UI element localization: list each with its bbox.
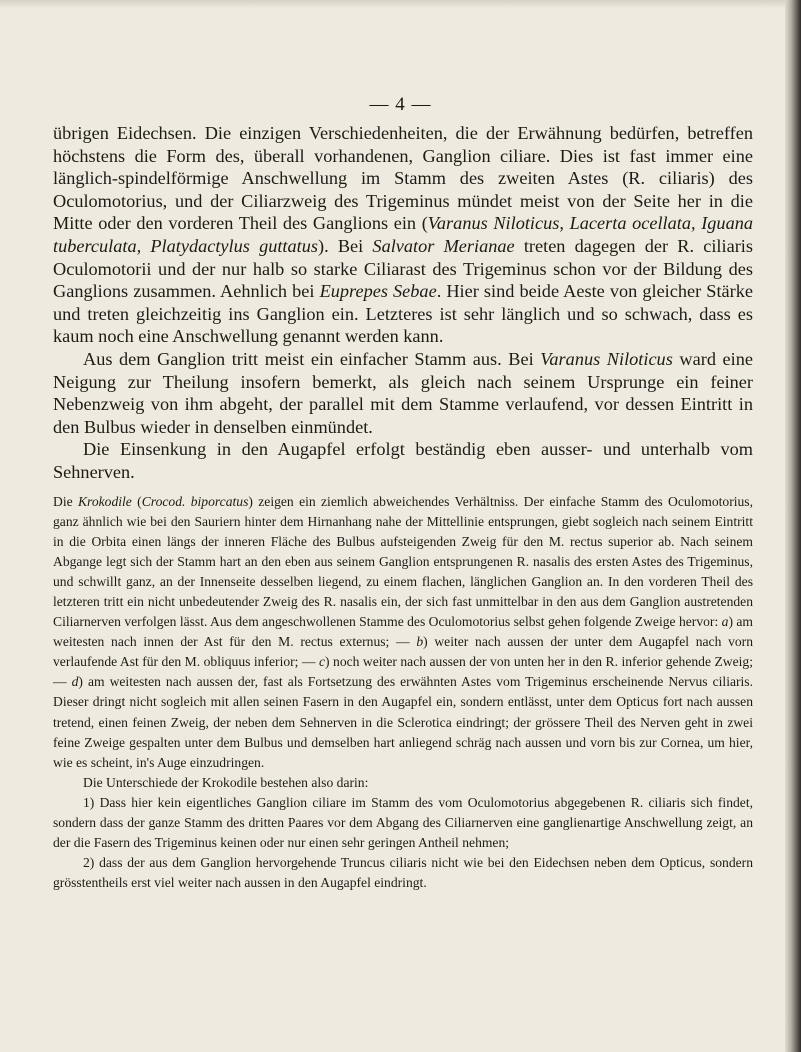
species-names: Varanus Niloticus, Lacerta ocellata, Iguana tuberculata, Platydactylus guttatus: [53, 213, 753, 256]
text-run: . Hier sind beide Aeste von gleicher Stärke und treten gleichzeitig ins Ganglion ein. Letzteres ist sehr länglich und so schwach, dass es kaum noch eine Anschwellung genannt werden kann.: [53, 281, 754, 347]
enum-letter-c: c: [318, 654, 326, 670]
text-run: ) weiter nach aussen der unter dem Augapfel nach vorn verlaufende Ast für den M. obliquus inferior; —: [53, 634, 753, 670]
list-item-difference-1: 1) Dass hier kein eigentliches Ganglion ciliare im Stamm des vom Oculomotorius abgegebenen R. ciliaris sich findet, sondern dass der ganze Stamm des dritten Paares vor dem Abgang des Ciliarnerven eine ganglienartige Anschwellung zeigt, an der die Fasern des Trigeminus keinen oder nur einen sehr geringen Antheil nehmen;: [53, 794, 753, 851]
page-body: [53, 122, 753, 893]
page-top-shadow: [0, 0, 801, 8]
text-run: ) noch weiter nach aussen der von unten her in den R. inferior gehende Zweig; —: [53, 654, 753, 690]
text-run: ) zeigen ein ziemlich abweichendes Verhältniss. Der einfache Stamm des Oculomotorius, ganz ähnlich wie bei den Sauriern hinter dem Hirnanhang nahe der Mittellinie entsprungen, giebt sogleich nach seinem Eintritt in die Orbita einen längs der inneren Fläche des Bulbus aufsteigenden Zweig für den M. rectus superior ab. Nach seinem Abgange legt sich der Stamm hart an den eben aus seinem Ganglion entsprungenen R. nasalis des ersten Astes des Trigeminus, und schwillt ganz, an der Innenseite desselben liegend, zu einem flachen, länglichen Ganglion an. In den vorderen Theil des letzteren tritt ein nicht unbedeutender Zweig des R. nasalis ein, der sich fast unmittelbar in den aus dem Ganglion austretenden Ciliarnerven verfolgen lässt. Aus dem angeschwollenen Stamme des Oculomotorius selbst gehen folgende Zweige hervor:: [53, 493, 753, 630]
text-run: übrigen Eidechsen. Die einzigen Verschiedenheiten, die der Erwähnung bedürfen, betreffen höchstens die Form des, überall vorhandenen, Ganglion ciliare. Dies ist fast immer eine länglich-spindelförmige Anschwellung im Stamm des zweiten Astes (R. ciliaris) des Oculomotorius, und der Ciliarzweig des Trigeminus mündet meist von der Seite her in die Mitte oder den vorderen Theil des Ganglions ein (: [53, 123, 753, 234]
enum-letter-a: a: [721, 614, 729, 630]
list-item-difference-2: 2) dass der aus dem Ganglion hervorgehende Truncus ciliaris nicht wie bei den Eidechsen neben dem Opticus, sondern grösstentheils erst viel weiter nach aussen in den Augapfel eindringt.: [53, 855, 753, 891]
species-euprepes: Euprepes Sebae: [319, 281, 437, 302]
book-spine-edge: [785, 0, 801, 1052]
paragraph-crocodiles: [53, 492, 753, 773]
text-run: treten dagegen der R. ciliaris Oculomotorii und der nur halb so starke Ciliarast des Trigeminus schon vor der Bildung des Ganglions zusammen. Aehnlich bei: [53, 235, 753, 302]
species-crocodylus: Crocod. biporcatus: [141, 493, 249, 509]
paragraph-ciliary-ganglion-lizards: [53, 122, 753, 348]
paragraph-differences-intro: Die Unterschiede der Krokodile bestehen also darin:: [83, 774, 369, 790]
text-run: (: [131, 493, 142, 509]
term-krokodile: Krokodile: [77, 493, 132, 509]
paragraph-ganglion-stem: [53, 348, 753, 438]
enum-letter-d: d: [71, 674, 79, 690]
text-run: ) am weitesten nach aussen der, fast als Fortsetzung des erwähnten Astes vom Trigeminus erscheinende Nervus ciliaris. Dieser dringt nicht sogleich mit allen seinen Fasern in den Augapfel ein, sondern entlässt, unter dem Opticus fort nach aussen tretend, einen feinen Zweig, der neben dem Sehnerven in die Sclerotica eindringt; der grössere Theil des Nerven geht in zwei feine Zweige gespalten unter dem Bulbus und demselben hart anliegend schräg nach aussen und vorn bis zur Cornea, um hier, wie es scheint, in's Auge einzudringen.: [53, 674, 753, 770]
species-varanus: Varanus Niloticus: [540, 348, 673, 369]
text-run: ward eine Neigung zur Theilung insofern bemerkt, als gleich nach seinem Ursprunge ein feiner Nebenzweig von ihm abgeht, der parallel mit dem Stamme verlaufend, vor dessen Eintritt in den Bulbus wieder in denselben einmündet.: [53, 348, 753, 437]
enum-letter-b: b: [416, 634, 424, 650]
text-run: ) am weitesten nach innen der Ast für den M. rectus externus; —: [53, 614, 753, 650]
small-print-section: [53, 492, 753, 894]
paragraph-eyeball-insertion: Die Einsenkung in den Augapfel erfolgt beständig eben ausser- und unterhalb vom Sehnerven.: [53, 439, 753, 482]
text-run: Aus dem Ganglion tritt meist ein einfacher Stamm aus. Bei: [83, 348, 541, 369]
text-run: ). Bei: [317, 235, 373, 256]
species-salvator: Salvator Merianae: [372, 235, 515, 256]
page-number: — 4 —: [369, 94, 432, 115]
main-text: [53, 122, 753, 484]
text-run: Die: [53, 493, 78, 509]
